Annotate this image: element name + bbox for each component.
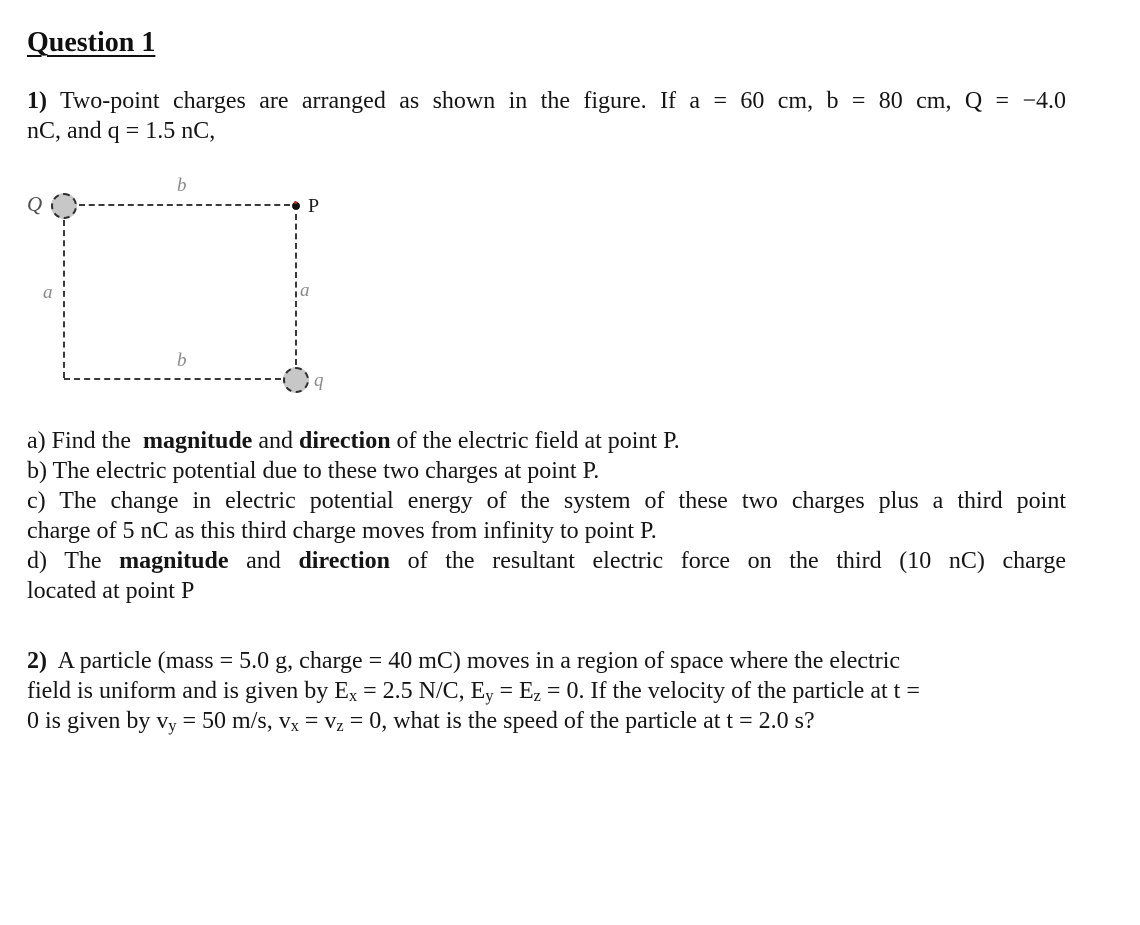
problem-2-line-2: field is uniform and is given by $E_x = 2.5$ N/C, $E_y = E_z = 0$. If the velocity of the particle at t = bbox=[27, 678, 920, 705]
part-d-line-2: located at point P bbox=[27, 578, 195, 604]
figure-label-P: P bbox=[308, 195, 320, 217]
problem-1-intro-text: Two-point charges are arranged as shown in the figure. If a = 60 cm, b = 80 cm, Q = −4.0 bbox=[47, 88, 1066, 114]
figure-dashed-line-left bbox=[63, 220, 65, 378]
part-a: a) Find the magnitude and direction of the electric field at point P. bbox=[27, 428, 680, 454]
problem-2-line-1: 2) A particle (mass = 5.0 g, charge = 40 mC) moves in a region of space where the electric bbox=[27, 648, 901, 674]
problem-1-parts bbox=[27, 426, 1066, 606]
figure-label-a-left: a bbox=[43, 282, 53, 303]
point-P-red-speck bbox=[294, 201, 297, 204]
charge-Q-circle bbox=[51, 193, 77, 219]
problem-1-intro-line-1 bbox=[27, 86, 1066, 116]
figure-label-q: q bbox=[314, 370, 324, 391]
page-title: Question 1 bbox=[27, 27, 156, 58]
part-c-line-1: c) The change in electric potential energy of the system of these two charges plus a third point bbox=[27, 488, 1066, 514]
subscript-z: z bbox=[336, 715, 344, 735]
figure-label-b-bottom: b bbox=[177, 350, 187, 371]
part-b: b) The electric potential due to these two charges at point P. bbox=[27, 458, 600, 484]
problem-2-number: 2) bbox=[27, 648, 47, 674]
part-c-line-2: charge of 5 nC as this third charge moves from infinity to point P. bbox=[27, 518, 657, 544]
figure-dashed-line-right bbox=[295, 214, 297, 365]
point-P-dot bbox=[292, 202, 300, 210]
problem-1-number: 1) bbox=[27, 88, 47, 114]
part-d-line-1: d) The magnitude and direction of the resultant electric force on the third (10 nC) charge bbox=[27, 548, 1067, 574]
subscript-y: y bbox=[168, 715, 177, 735]
problem-1-intro-line-2: nC, and q = 1.5 nC, bbox=[27, 118, 216, 144]
subscript-z: z bbox=[533, 685, 541, 705]
problem-1-intro bbox=[27, 86, 1066, 146]
figure-dashed-line-bottom bbox=[64, 378, 281, 380]
subscript-y: y bbox=[485, 685, 494, 705]
problem-2 bbox=[27, 646, 1066, 736]
subscript-x: x bbox=[348, 685, 358, 705]
figure-label-Q: Q bbox=[27, 192, 43, 216]
problem-2-line-3: 0 is given by $v_y = 50$ m/s, $v_x = v_z = 0$, what is the speed of the particle at t = 2.0 s? bbox=[27, 708, 815, 735]
charges-figure bbox=[27, 170, 372, 408]
figure-dashed-line-top bbox=[79, 204, 290, 206]
charge-q-circle bbox=[283, 367, 309, 393]
figure-label-a-right: a bbox=[300, 280, 310, 301]
figure-label-b-top: b bbox=[177, 175, 187, 196]
subscript-x: x bbox=[290, 715, 299, 735]
